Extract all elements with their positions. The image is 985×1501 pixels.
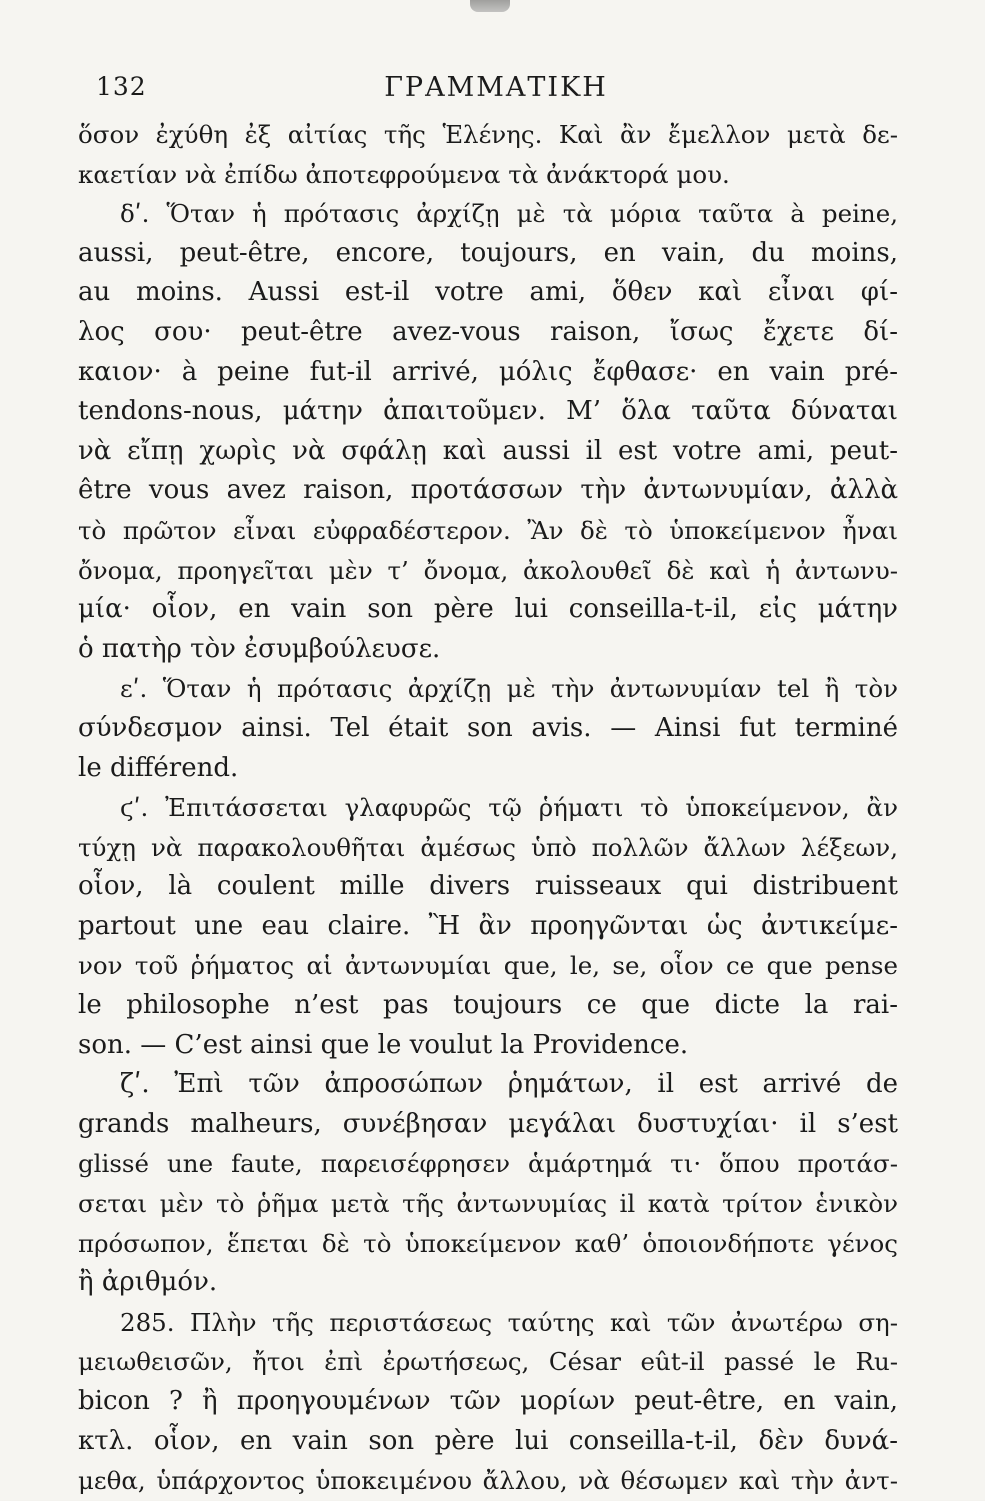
text-line: σεται μὲν τὸ ῥῆμα μετὰ τῆς ἀντωνυμίας il κατὰ τρίτον ἑνικὸν [78, 1189, 898, 1219]
text-line: οἷον, là coulent mille divers ruisseaux qui distribuent [78, 871, 898, 902]
text-line: partout une eau claire. Ἢ ἂν προηγῶνται ὡς ἀντικείμε- [78, 910, 898, 941]
text-line: δʹ. Ὅταν ἡ πρότασις ἀρχίζῃ μὲ τὰ μόρια ταῦτα à peine, [120, 199, 898, 229]
page-header [96, 72, 896, 112]
text-line: ὁ πατὴρ τὸν ἐσυμβούλευσε. [78, 633, 441, 664]
text-line: νον τοῦ ῥήματος αἱ ἀντωνυμίαι que, le, se, οἷον ce que pense [78, 951, 898, 981]
text-line: νὰ εἴπῃ χωρὶς νὰ σφάλῃ καὶ aussi il est votre ami, peut- [78, 435, 898, 466]
text-line: πρόσωπον, ἕπεται δὲ τὸ ὑποκείμενον καθ’ ὁποιονδήποτε γένος [78, 1228, 898, 1258]
text-line: ὅσον ἐχύθη ἐξ αἰτίας τῆς Ἑλένης. Καὶ ἂν ἔμελλον μετὰ δε- [78, 120, 898, 149]
text-line: καετίαν νὰ ἐπίδω ἀποτεφρούμενα τὰ ἀνάκτορά μου. [78, 159, 730, 189]
text-line: μία· οἷον, en vain son père lui conseilla-t-il, εἰς μάτην [78, 594, 898, 625]
running-title: ΓΡΑΜΜΑΤΙΚΗ [384, 72, 608, 103]
page-number: 132 [96, 72, 147, 101]
text-line: ἢ ἀριθμόν. [78, 1267, 218, 1298]
text-line: le philosophe n’est pas toujours ce que dicte la rai- [78, 990, 898, 1021]
text-line: μειωθεισῶν, ἤτοι ἐπὶ ἐρωτήσεως, César eût-il passé le Ru- [78, 1347, 898, 1377]
text-line: σύνδεσμον ainsi. Tel était son avis. — Ainsi fut terminé [78, 712, 898, 743]
text-line: τύχῃ νὰ παρακολουθῆται ἀμέσως ὑπὸ πολλῶν ἄλλων λέξεων, [78, 832, 898, 862]
text-line: le différend. [78, 752, 239, 783]
text-line: καιον· à peine fut-il arrivé, μόλις ἔφθασε· en vain pré- [78, 356, 898, 387]
text-line: grands malheurs, συνέβησαν μεγάλαι δυστυχίαι· il s’est [78, 1108, 898, 1139]
text-line: être vous avez raison, προτάσσων τὴν ἀντωνυμίαν, ἀλλὰ [78, 475, 898, 506]
text-line: 285. Πλὴν τῆς περιστάσεως ταύτης καὶ τῶν ἀνωτέρω ση- [120, 1307, 898, 1337]
scan-artifact [470, 0, 510, 12]
text-line: au moins. Aussi est-il votre ami, ὅθεν καὶ εἶναι φί- [78, 277, 898, 308]
body-text [78, 115, 898, 1501]
text-line: λος σου· peut-être avez-vous raison, ἴσως ἔχετε δί- [78, 316, 898, 347]
text-line: τὸ πρῶτον εἶναι εὐφραδέστερον. Ἂν δὲ τὸ ὑποκείμενον ἦναι [78, 515, 898, 545]
text-line: ϛʹ. Ἐπιτάσσεται γλαφυρῶς τῷ ῥήματι τὸ ὑποκείμενον, ἂν [120, 793, 898, 823]
text-line: κτλ. οἷον, en vain son père lui conseilla-t-il, δὲν δυνά- [78, 1425, 898, 1456]
text-line: ζʹ. Ἐπὶ τῶν ἀπροσώπων ῥημάτων, il est arrivé de [120, 1069, 898, 1100]
text-line: ὄνομα, προηγεῖται μὲν τ’ ὄνομα, ἀκολουθεῖ δὲ καὶ ἡ ἀντωνυ- [78, 555, 898, 585]
text-line: son. — C’est ainsi que le voulut la Providence. [78, 1029, 689, 1060]
text-line: aussi, peut-être, encore, toujours, en vain, du moins, [78, 237, 898, 268]
text-line: εʹ. Ὅταν ἡ πρότασις ἀρχίζῃ μὲ τὴν ἀντωνυμίαν tel ἢ τὸν [120, 674, 898, 704]
text-line: glissé une faute, παρεισέφρησεν ἁμάρτημά τι· ὅπου προτάσ- [78, 1149, 898, 1179]
text-line: bicon ? ἢ προηγουμένων τῶν μορίων peut-être, en vain, [78, 1386, 898, 1416]
text-line: μεθα, ὑπάρχοντος ὑποκειμένου ἄλλου, νὰ θέσωμεν καὶ τὴν ἀντ- [78, 1466, 898, 1496]
text-line: tendons-nous, μάτην ἀπαιτοῦμεν. Μ’ ὅλα ταῦτα δύναται [78, 396, 898, 427]
